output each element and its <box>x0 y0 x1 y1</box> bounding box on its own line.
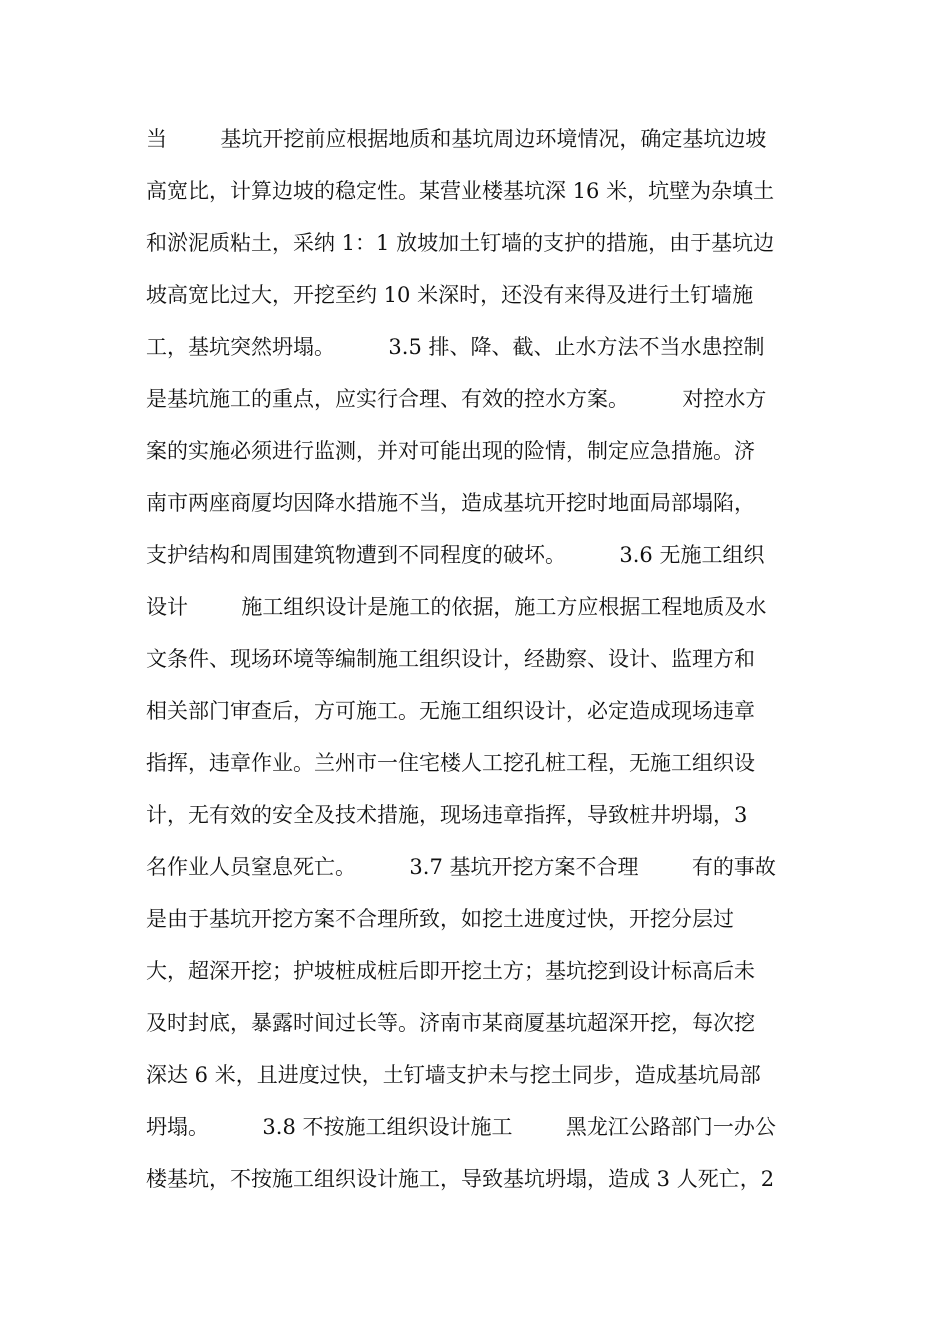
text-line: 大，超深开挖；护坡桩成桩后即开挖土方；基坑挖到设计标高后未 <box>146 959 755 983</box>
text-line: 当 基坑开挖前应根据地质和基坑周边环境情况，确定基坑边坡 <box>146 127 767 151</box>
text-line: 楼基坑，不按施工组织设计施工，导致基坑坍塌，造成 3 人死亡，2 <box>146 1167 775 1191</box>
text-line: 高宽比，计算边坡的稳定性。某营业楼基坑深 16 米，坑壁为杂填土 <box>146 179 775 203</box>
text-line: 是由于基坑开挖方案不合理所致，如挖土进度过快，开挖分层过 <box>146 907 734 931</box>
text-line: 坍塌。 3.8 不按施工组织设计施工 黑龙江公路部门一办公 <box>146 1115 776 1139</box>
text-line: 工，基坑突然坍塌。 3.5 排、降、截、止水方法不当水患控制 <box>146 335 765 359</box>
text-line: 和淤泥质粘土，采纳 1：1 放坡加土钉墙的支护的措施，由于基坑边 <box>146 231 775 255</box>
text-line: 指挥，违章作业。兰州市一住宅楼人工挖孔桩工程，无施工组织设 <box>146 751 755 775</box>
text-line: 及时封底，暴露时间过长等。济南市某商厦基坑超深开挖，每次挖 <box>146 1011 755 1035</box>
text-line: 相关部门审查后，方可施工。无施工组织设计，必定造成现场违章 <box>146 699 755 723</box>
text-line: 支护结构和周围建筑物遭到不同程度的破坏。 3.6 无施工组织 <box>146 543 765 567</box>
text-line: 名作业人员窒息死亡。 3.7 基坑开挖方案不合理 有的事故 <box>146 855 776 879</box>
text-line: 是基坑施工的重点，应实行合理、有效的控水方案。 对控水方 <box>146 387 767 411</box>
body-text <box>146 117 811 1209</box>
text-line: 计，无有效的安全及技术措施，现场违章指挥，导致桩井坍塌，3 <box>146 803 748 827</box>
text-line: 南市两座商厦均因降水措施不当，造成基坑开挖时地面局部塌陷， <box>146 491 755 515</box>
text-line: 设计 施工组织设计是施工的依据，施工方应根据工程地质及水 <box>146 595 767 619</box>
text-line: 深达 6 米，且进度过快，土钉墙支护未与挖土同步，造成基坑局部 <box>146 1063 761 1087</box>
text-line: 文条件、现场环境等编制施工组织设计，经勘察、设计、监理方和 <box>146 647 755 671</box>
text-line: 案的实施必须进行监测，并对可能出现的险情，制定应急措施。济 <box>146 439 755 463</box>
text-line: 坡高宽比过大，开挖至约 10 米深时，还没有来得及进行土钉墙施 <box>146 283 754 307</box>
